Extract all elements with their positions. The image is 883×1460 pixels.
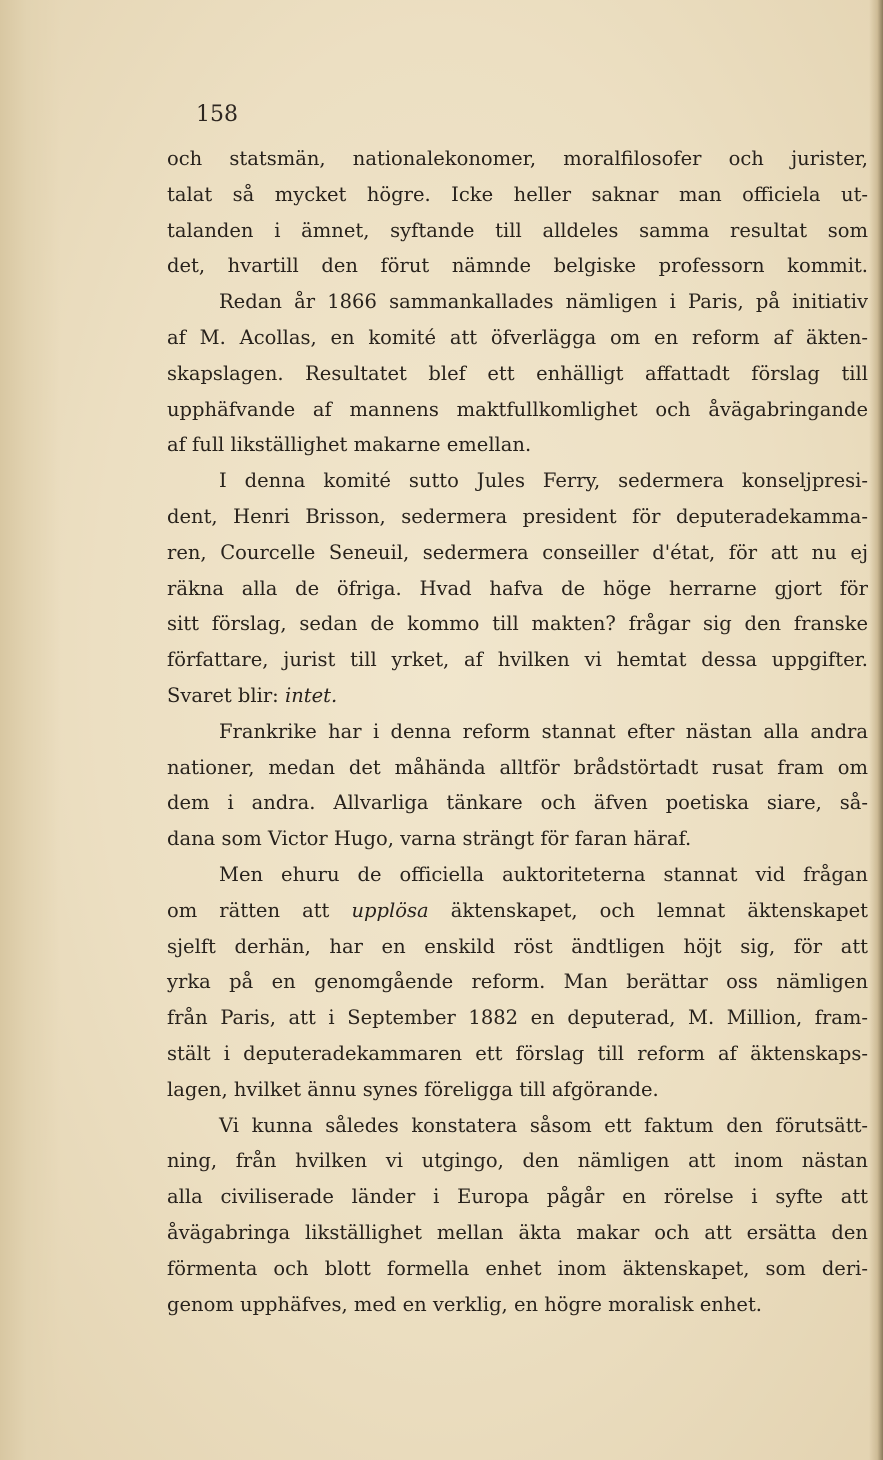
text-line: stält i deputeradekammaren ett förslag till reform af äktenskaps-: [167, 1041, 868, 1065]
italic-word: intet.: [284, 683, 338, 707]
page-edge-shadow: [869, 0, 883, 1460]
text-line: dent, Henri Brisson, sedermera president för deputeradekamma-: [167, 504, 868, 528]
text-line: lagen, hvilket ännu synes föreligga till afgörande.: [167, 1077, 659, 1101]
text-line: och statsmän, nationalekonomer, moralfilosofer och jurister,: [167, 147, 868, 170]
page-number: 158: [196, 102, 238, 127]
text-line: skapslagen. Resultatet blef ett enhälligt affattadt förslag till: [167, 361, 868, 385]
text-line: upphäfvande af mannens maktfullkomlighet och åvägabringande: [167, 397, 868, 421]
text-line: Men ehuru de officiella auktoriteterna stannat vid frågan: [219, 862, 868, 886]
italic-word: upplösa: [351, 898, 429, 922]
text-line: ren, Courcelle Seneuil, sedermera conseiller d'état, för att nu ej: [167, 540, 868, 564]
text-line: af M. Acollas, en komité att öfverlägga om en reform af äkten-: [167, 325, 868, 349]
text-line: dana som Victor Hugo, varna strängt för faran häraf.: [167, 827, 692, 851]
text-line: genom upphäfves, med en verklig, en högre moralisk enhet.: [167, 1292, 762, 1316]
text-line: I denna komité sutto Jules Ferry, sedermera konseljpresi-: [219, 469, 868, 493]
text-line: alla civiliserade länder i Europa pågår en rörelse i syfte att: [167, 1185, 868, 1209]
text-line: talanden i ämnet, syftande till alldeles samma resultat som: [167, 218, 868, 242]
text-line: sjelft derhän, har en enskild röst ändtligen höjt sig, för att: [167, 934, 868, 958]
text-line: Redan år 1866 sammankallades nämligen i Paris, på initiativ: [219, 290, 868, 314]
text-fragment: om rätten att: [167, 898, 330, 922]
body-text: [167, 141, 868, 1322]
text-line: ning, från hvilken vi utgingo, den nämligen att inom nästan: [167, 1149, 868, 1173]
text-line: dem i andra. Allvarliga tänkare och äfven poetiska siare, så-: [167, 791, 868, 815]
text-line: talat så mycket högre. Icke heller saknar man officiela ut-: [167, 182, 868, 206]
text-line: yrka på en genomgående reform. Man berättar oss nämligen: [167, 970, 868, 994]
text-line: af full likställighet makarne emellan.: [167, 433, 532, 457]
text-line: nationer, medan det måhända alltför brådstörtadt rusat fram om: [167, 755, 868, 779]
text-line: Frankrike har i denna reform stannat efter nästan alla andra: [219, 719, 868, 743]
page-gutter-shadow: [0, 0, 60, 1460]
text-line: åvägabringa likställighet mellan äkta makar och att ersätta den: [167, 1220, 868, 1244]
text-line: räkna alla de öfriga. Hvad hafva de höge herrarne gjort för: [167, 576, 868, 600]
text-line: förmenta och blott formella enhet inom äktenskapet, som deri-: [167, 1256, 868, 1280]
text-line: sitt förslag, sedan de kommo till makten? frågar sig den franske: [167, 612, 868, 636]
text-line: [167, 893, 868, 929]
text-line: det, hvartill den förut nämnde belgiske professorn kommit.: [167, 254, 868, 278]
text-line: författare, jurist till yrket, af hvilken vi hemtat dessa uppgifter.: [167, 648, 868, 672]
text-line: från Paris, att i September 1882 en deputerad, M. Million, fram-: [167, 1006, 868, 1030]
text-fragment: äktenskapet, och lemnat äktenskapet: [450, 898, 868, 922]
text-fragment: Svaret blir:: [167, 683, 279, 707]
text-line: Vi kunna således konstatera såsom ett faktum den förutsätt-: [219, 1113, 868, 1137]
text-line: [167, 678, 868, 714]
